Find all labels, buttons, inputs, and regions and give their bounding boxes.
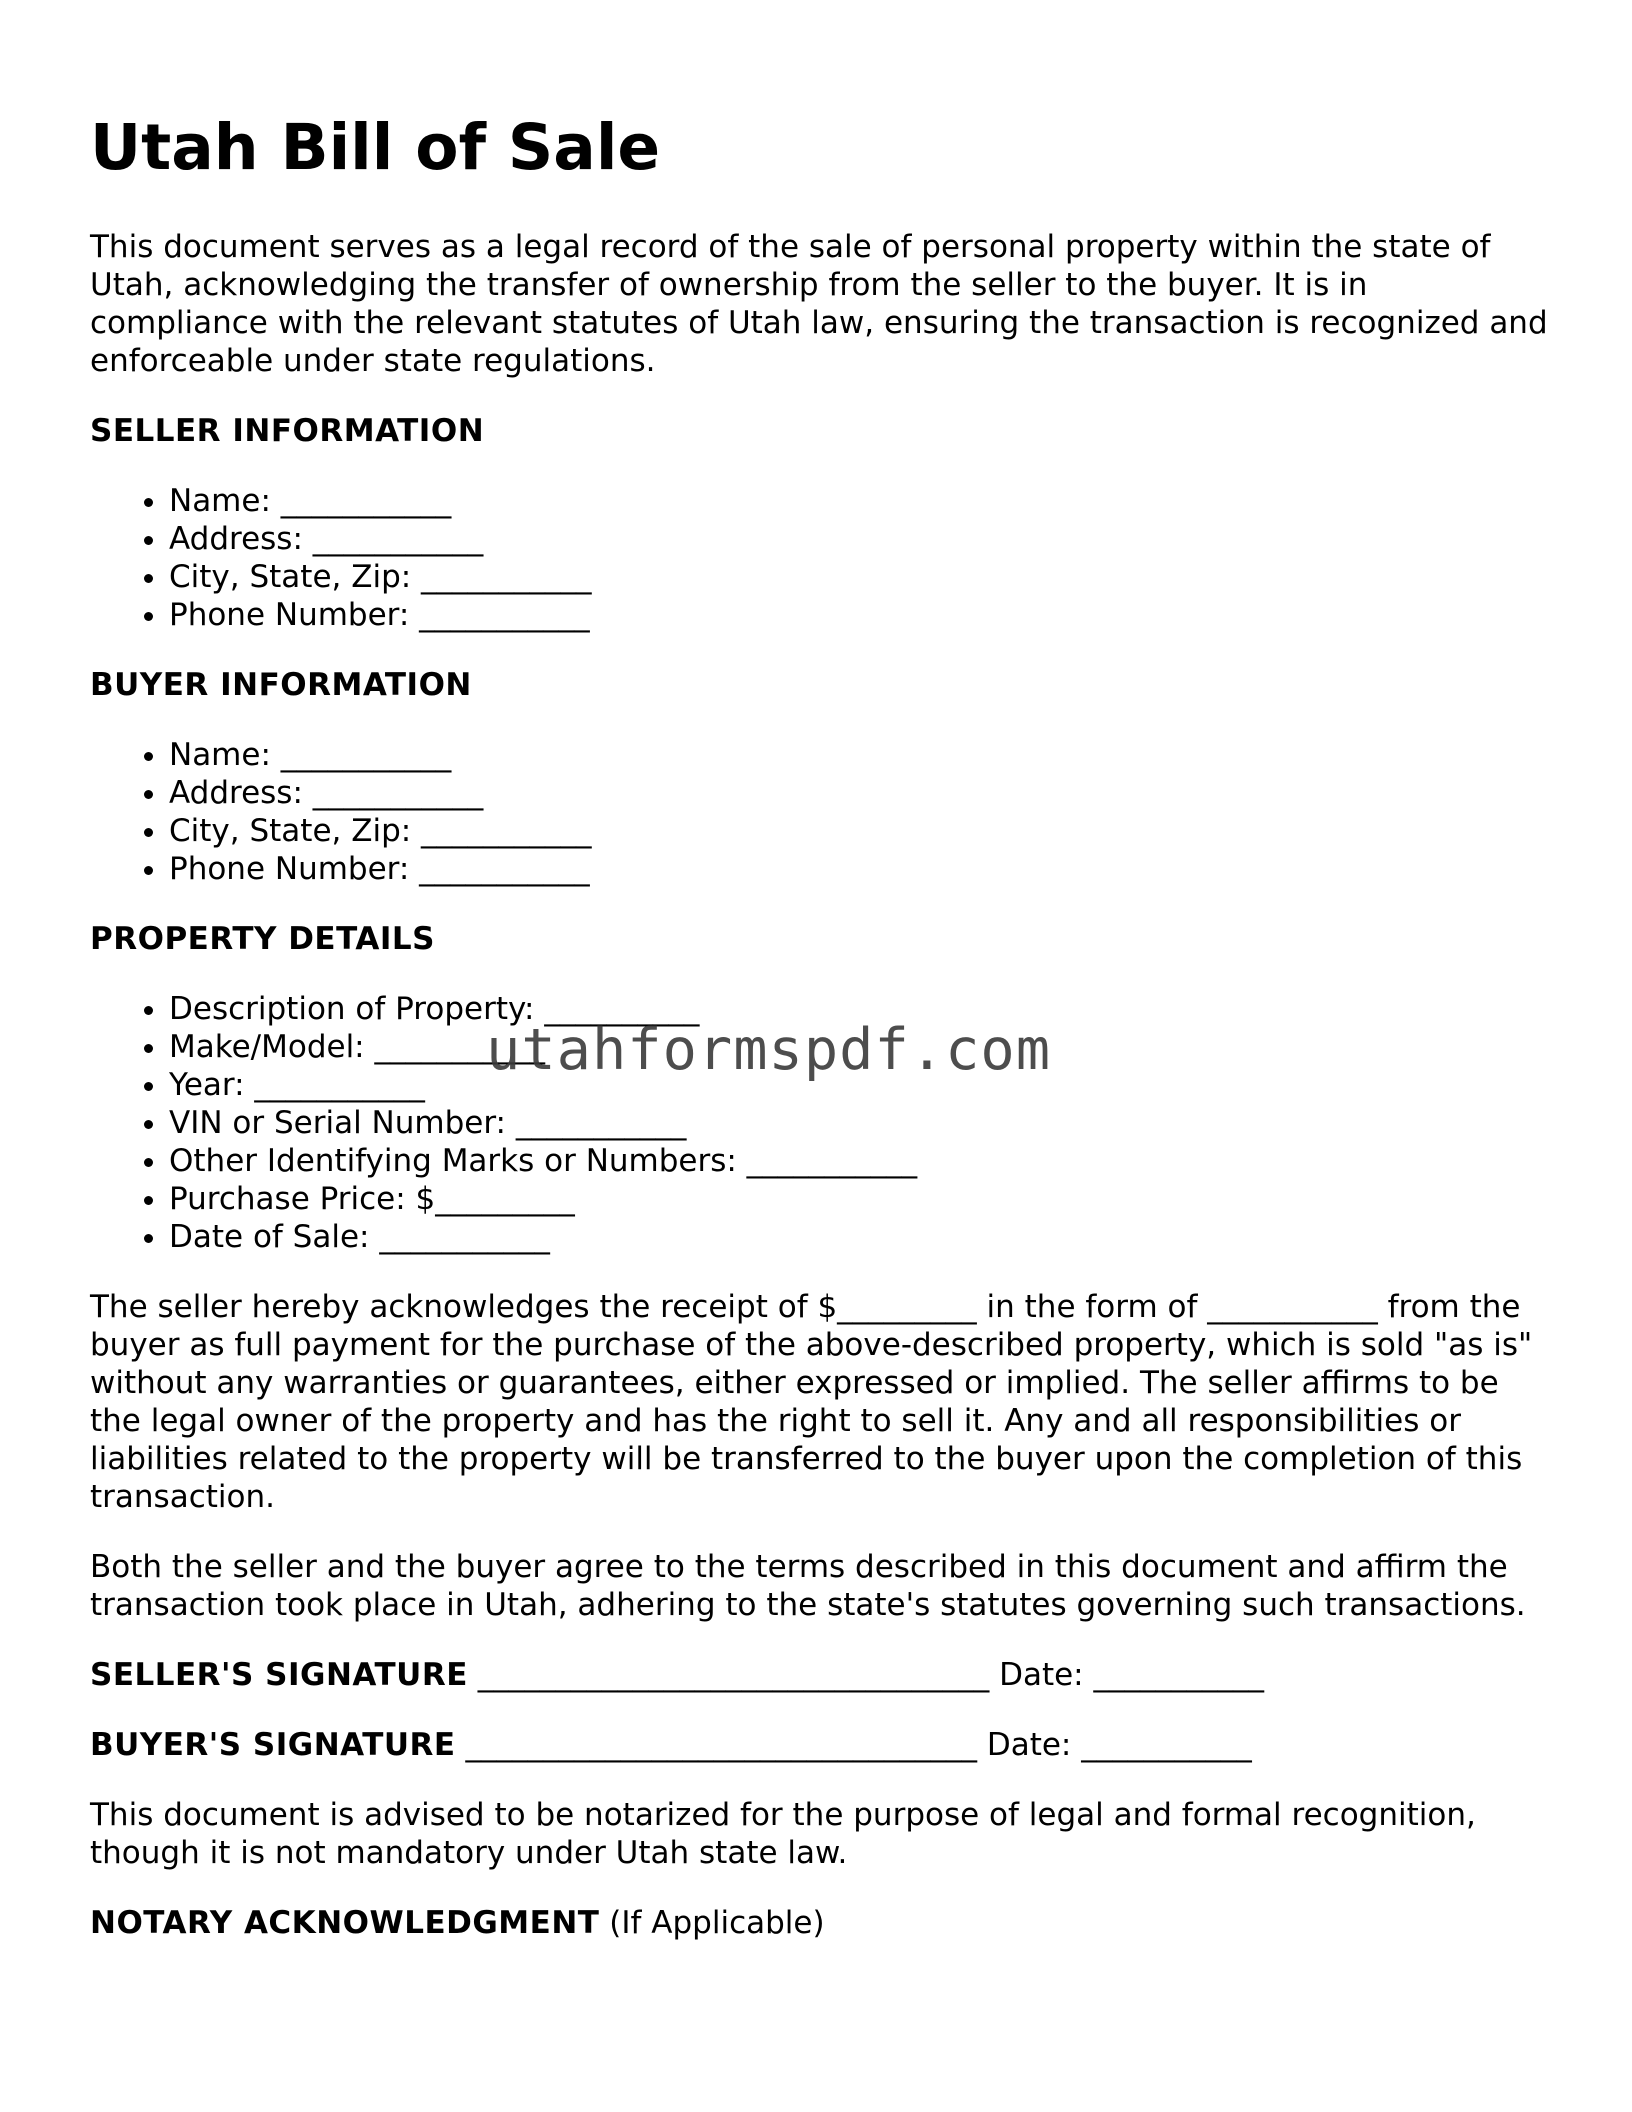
seller-information-list (90, 482, 1550, 634)
property-purchase-price-field: • Purchase Price: $_________ (169, 1180, 1550, 1218)
property-date-of-sale-field: • Date of Sale: ___________ (169, 1218, 1550, 1256)
seller-phone-field: • Phone Number: ___________ (169, 596, 1550, 634)
notary-acknowledgment-suffix: (If Applicable) (609, 1904, 825, 1941)
notarize-note: This document is advised to be notarized for the purpose of legal and formal recognition, though it is not mandatory under Utah state law. (90, 1796, 1476, 1871)
buyer-signature-line (90, 1726, 1550, 1764)
buyer-information-heading: BUYER INFORMATION (90, 666, 472, 703)
payment-paragraph: The seller hereby acknowledges the receipt of $_________ in the form of ___________ from the buyer as full payment for the purchase of the above-described property, which is sold "as is" without any warranties or guarantees, either expressed or implied. The seller affirms to be the legal owner of the property and has the right to sell it. Any and all responsibilities or liabilities related to the property will be transferred to the buyer upon the completion of this transaction. (90, 1288, 1533, 1515)
buyer-information-list (90, 736, 1550, 888)
seller-signature-line (90, 1656, 1550, 1694)
property-year-field: • Year: ___________ (169, 1066, 1550, 1104)
buyer-name-field: • Name: ___________ (169, 736, 1550, 774)
agreement-paragraph: Both the seller and the buyer agree to the terms described in this document and affirm the transaction took place in Utah, adhering to the state's statutes governing such transactions. (90, 1548, 1526, 1623)
property-vin-field: • VIN or Serial Number: ___________ (169, 1104, 1550, 1142)
property-description-field: • Description of Property: __________ (169, 990, 1550, 1028)
property-make-model-field: • Make/Model: ___________ (169, 1028, 1550, 1066)
document-title: Utah Bill of Sale (90, 111, 661, 184)
watermark: utahformspdf.com (486, 1017, 1052, 1083)
buyer-signature-blank: _________________________________ Date: ___________ (465, 1726, 1252, 1763)
property-identifying-marks-field: • Other Identifying Marks or Numbers: ___________ (169, 1142, 1550, 1180)
buyer-signature-label: BUYER'S SIGNATURE (90, 1726, 456, 1763)
intro-paragraph: This document serves as a legal record of the sale of personal property within the state of Utah, acknowledging the transfer of ownership from the seller to the buyer. It is in compliance with the relevant statutes of Utah law, ensuring the transaction is recognized and enforceable under state regulations. (90, 228, 1548, 379)
seller-signature-label: SELLER'S SIGNATURE (90, 1656, 468, 1693)
buyer-address-field: • Address: ___________ (169, 774, 1550, 812)
seller-signature-blank: _________________________________ Date: ___________ (477, 1656, 1264, 1693)
seller-name-field: • Name: ___________ (169, 482, 1550, 520)
seller-city-state-zip-field: • City, State, Zip: ___________ (169, 558, 1550, 596)
seller-information-heading: SELLER INFORMATION (90, 412, 485, 449)
notary-acknowledgment-label: NOTARY ACKNOWLEDGMENT (90, 1904, 600, 1941)
notary-acknowledgment (90, 1904, 1550, 1942)
buyer-phone-field: • Phone Number: ___________ (169, 850, 1550, 888)
seller-address-field: • Address: ___________ (169, 520, 1550, 558)
buyer-city-state-zip-field: • City, State, Zip: ___________ (169, 812, 1550, 850)
property-details-heading: PROPERTY DETAILS (90, 920, 435, 957)
